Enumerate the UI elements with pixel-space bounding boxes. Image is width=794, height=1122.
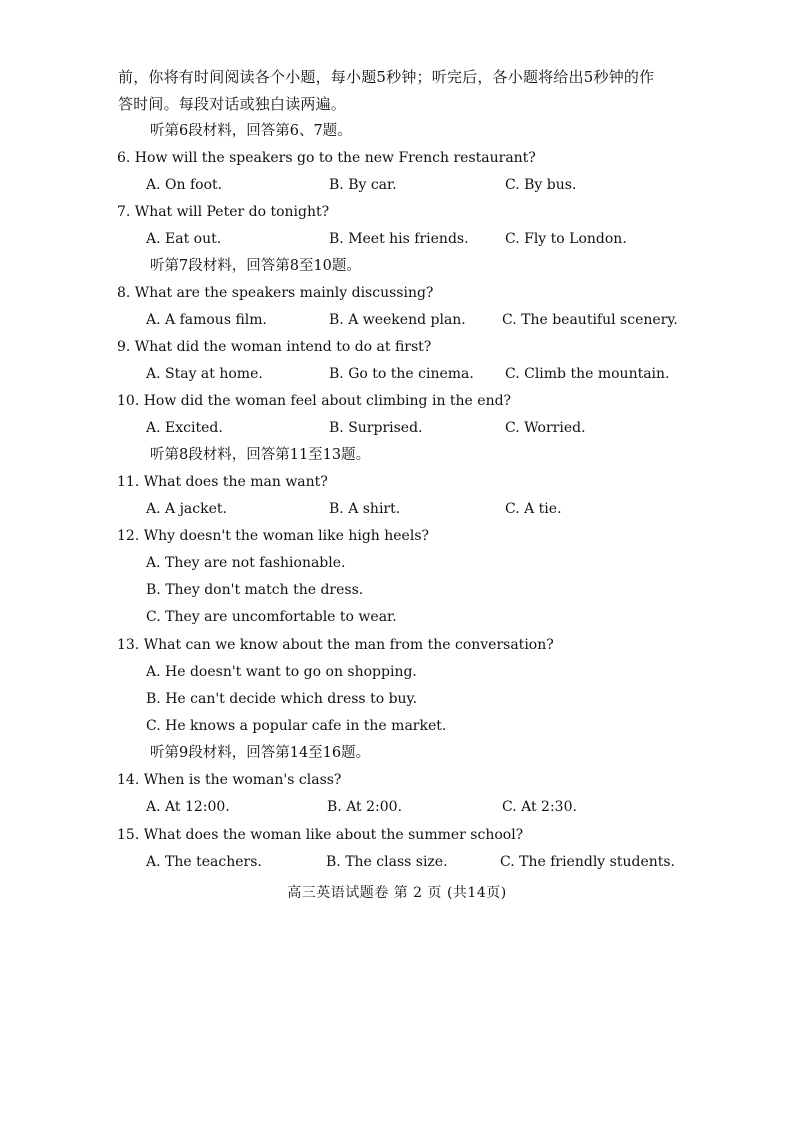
page-footer: 高三英语试题卷 第 2 页 (共14页) [287,885,507,901]
section-heading-7: 听第7段材料，回答第8至10题。 [150,258,361,274]
question-13: 13. What can we know about the man from the conversation? [117,637,554,653]
section-heading-8: 听第8段材料，回答第11至13题。 [150,447,371,463]
option-a: A. Eat out. [146,231,222,247]
option-b: B. Meet his friends. [329,231,469,247]
option-b: B. By car. [329,177,397,193]
option-c: C. The friendly students. [500,854,676,870]
option-c: C. Worried. [505,420,586,436]
option-a: A. They are not fashionable. [146,555,346,571]
instructions-paragraph [118,64,678,118]
option-a: A. At 12:00. [146,799,230,815]
options-row-6 [0,172,794,198]
question-12: 12. Why doesn't the woman like high heels? [117,528,430,544]
option-a: A. He doesn't want to go on shopping. [146,664,417,680]
option-b: B. A weekend plan. [329,312,466,328]
question-8: 8. What are the speakers mainly discussing? [117,285,434,301]
option-c: C. Fly to London. [505,231,627,247]
option-b: B. Go to the cinema. [329,366,474,382]
option-b: B. At 2:00. [327,799,403,815]
option-b: B. They don't match the dress. [146,582,364,598]
instructions-line-2: 答时间。每段对话或独白读两遍。 [118,95,347,113]
options-row-9 [0,361,794,387]
section-heading-6: 听第6段材料，回答第6、7题。 [150,123,352,139]
option-c: C. They are uncomfortable to wear. [146,609,397,625]
options-row-15 [0,849,794,875]
option-a: A. The teachers. [146,854,262,870]
option-b: B. The class size. [326,854,448,870]
question-14: 14. When is the woman's class? [117,772,342,788]
question-7: 7. What will Peter do tonight? [117,204,330,220]
option-c: C. He knows a popular cafe in the market. [146,718,447,734]
option-c: C. The beautiful scenery. [502,312,678,328]
option-a: A. Stay at home. [146,366,263,382]
option-b: B. He can't decide which dress to buy. [146,691,418,707]
question-10: 10. How did the woman feel about climbing in the end? [117,393,512,409]
option-c: C. A tie. [505,501,562,517]
options-row-10 [0,415,794,441]
option-c: C. Climb the mountain. [505,366,670,382]
question-15: 15. What does the woman like about the summer school? [117,827,524,843]
option-c: C. At 2:30. [502,799,577,815]
option-a: A. On foot. [146,177,223,193]
options-row-14 [0,794,794,820]
option-a: A. A jacket. [146,501,227,517]
instructions-line-1: 前，你将有时间阅读各个小题，每小题5秒钟；听完后，各小题将给出5秒钟的作 [118,68,655,86]
section-heading-9: 听第9段材料，回答第14至16题。 [150,745,371,761]
question-9: 9. What did the woman intend to do at first? [117,339,432,355]
option-c: C. By bus. [505,177,577,193]
question-6: 6. How will the speakers go to the new French restaurant? [117,150,536,166]
question-11: 11. What does the man want? [117,474,328,490]
option-a: A. A famous film. [146,312,267,328]
option-b: B. A shirt. [329,501,401,517]
option-a: A. Excited. [146,420,223,436]
option-b: B. Surprised. [329,420,423,436]
options-row-8 [0,307,794,333]
options-row-7 [0,226,794,252]
options-row-11 [0,496,794,522]
